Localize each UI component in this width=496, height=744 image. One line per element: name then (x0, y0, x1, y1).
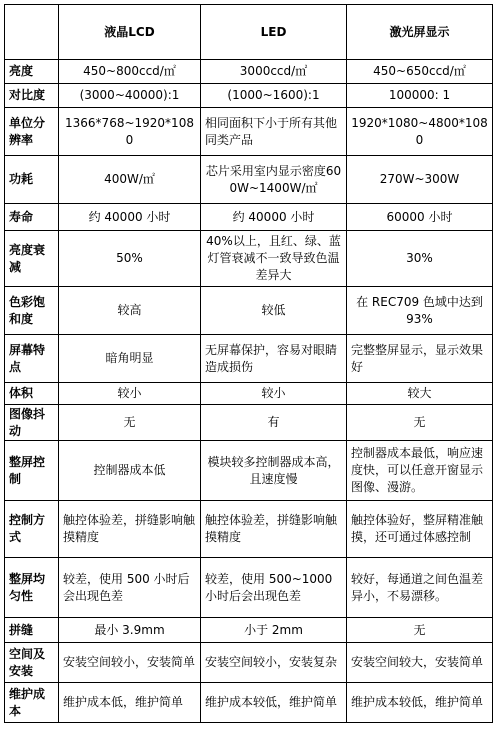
header-corner (5, 5, 59, 60)
cell-lcd: 400W/㎡ (59, 156, 201, 204)
cell-led: 安装空间较小，安装复杂 (201, 643, 347, 683)
cell-led: 相同面积下小于所有其他同类产品 (201, 108, 347, 156)
cell-led: (1000~1600):1 (201, 84, 347, 108)
cell-lcd: 最小 3.9mm (59, 618, 201, 643)
cell-laser: 100000: 1 (347, 84, 493, 108)
table-row (5, 335, 493, 383)
cell-led: 约 40000 小时 (201, 204, 347, 231)
cell-laser: 较好，每通道之间色温差异小，不易漂移。 (347, 558, 493, 618)
table-row (5, 558, 493, 618)
cell-lcd: 较高 (59, 287, 201, 335)
cell-lcd: 1366*768~1920*1080 (59, 108, 201, 156)
table-row (5, 683, 493, 723)
cell-led: 小于 2mm (201, 618, 347, 643)
comparison-table (4, 4, 493, 723)
cell-lcd: 较差，使用 500 小时后会出现色差 (59, 558, 201, 618)
cell-led: 较差，使用 500~1000小时后会出现色差 (201, 558, 347, 618)
row-label: 功耗 (5, 156, 59, 204)
cell-led: 40%以上，且红、绿、蓝灯管衰减不一致导致色温差异大 (201, 231, 347, 287)
cell-led: 较低 (201, 287, 347, 335)
cell-laser: 较大 (347, 383, 493, 405)
table-row (5, 287, 493, 335)
cell-lcd: (3000~40000):1 (59, 84, 201, 108)
cell-laser: 无 (347, 405, 493, 441)
cell-laser: 450~650ccd/㎡ (347, 60, 493, 84)
cell-led: 芯片采用室内显示密度600W~1400W/㎡ (201, 156, 347, 204)
row-label: 控制方式 (5, 501, 59, 558)
cell-lcd: 较小 (59, 383, 201, 405)
cell-lcd: 触控体验差，拼缝影响触摸精度 (59, 501, 201, 558)
table-row (5, 231, 493, 287)
row-label: 图像抖动 (5, 405, 59, 441)
row-label: 寿命 (5, 204, 59, 231)
table-row (5, 501, 493, 558)
row-label: 单位分辨率 (5, 108, 59, 156)
header-row (5, 5, 493, 60)
cell-lcd: 控制器成本低 (59, 441, 201, 501)
header-lcd: 液晶LCD (59, 5, 201, 60)
cell-led: 3000ccd/㎡ (201, 60, 347, 84)
cell-led: 有 (201, 405, 347, 441)
table-row (5, 383, 493, 405)
table-row (5, 643, 493, 683)
cell-laser: 30% (347, 231, 493, 287)
table-row (5, 204, 493, 231)
cell-led: 较小 (201, 383, 347, 405)
cell-laser: 在 REC709 色域中达到 93% (347, 287, 493, 335)
cell-led: 触控体验差，拼缝影响触摸精度 (201, 501, 347, 558)
cell-laser: 控制器成本最低，响应速度快，可以任意开窗显示图像、漫游。 (347, 441, 493, 501)
cell-led: 维护成本较低，维护简单 (201, 683, 347, 723)
row-label: 空间及安装 (5, 643, 59, 683)
row-label: 亮度衰减 (5, 231, 59, 287)
header-laser: 激光屏显示 (347, 5, 493, 60)
cell-lcd: 暗角明显 (59, 335, 201, 383)
table-row (5, 405, 493, 441)
row-label: 整屏均匀性 (5, 558, 59, 618)
cell-laser: 无 (347, 618, 493, 643)
table-row (5, 108, 493, 156)
row-label: 体积 (5, 383, 59, 405)
cell-laser: 完整整屏显示，显示效果好 (347, 335, 493, 383)
cell-laser: 270W~300W (347, 156, 493, 204)
row-label: 屏幕特点 (5, 335, 59, 383)
row-label: 拼缝 (5, 618, 59, 643)
row-label: 亮度 (5, 60, 59, 84)
cell-laser: 触控体验好，整屏精准触摸，还可通过体感控制 (347, 501, 493, 558)
table-row (5, 60, 493, 84)
cell-lcd: 无 (59, 405, 201, 441)
cell-lcd: 50% (59, 231, 201, 287)
row-label: 对比度 (5, 84, 59, 108)
cell-laser: 60000 小时 (347, 204, 493, 231)
cell-lcd: 维护成本低，维护简单 (59, 683, 201, 723)
cell-led: 无屏幕保护，容易对眼睛造成损伤 (201, 335, 347, 383)
table-row (5, 618, 493, 643)
cell-laser: 安装空间较大，安装简单 (347, 643, 493, 683)
cell-lcd: 450~800ccd/㎡ (59, 60, 201, 84)
cell-laser: 1920*1080~4800*1080 (347, 108, 493, 156)
cell-laser: 维护成本较低，维护简单 (347, 683, 493, 723)
table-row (5, 441, 493, 501)
row-label: 整屏控制 (5, 441, 59, 501)
table-row (5, 84, 493, 108)
cell-led: 模块较多控制器成本高，且速度慢 (201, 441, 347, 501)
header-led: LED (201, 5, 347, 60)
cell-lcd: 约 40000 小时 (59, 204, 201, 231)
row-label: 维护成本 (5, 683, 59, 723)
table-row (5, 156, 493, 204)
row-label: 色彩饱和度 (5, 287, 59, 335)
cell-lcd: 安装空间较小，安装简单 (59, 643, 201, 683)
